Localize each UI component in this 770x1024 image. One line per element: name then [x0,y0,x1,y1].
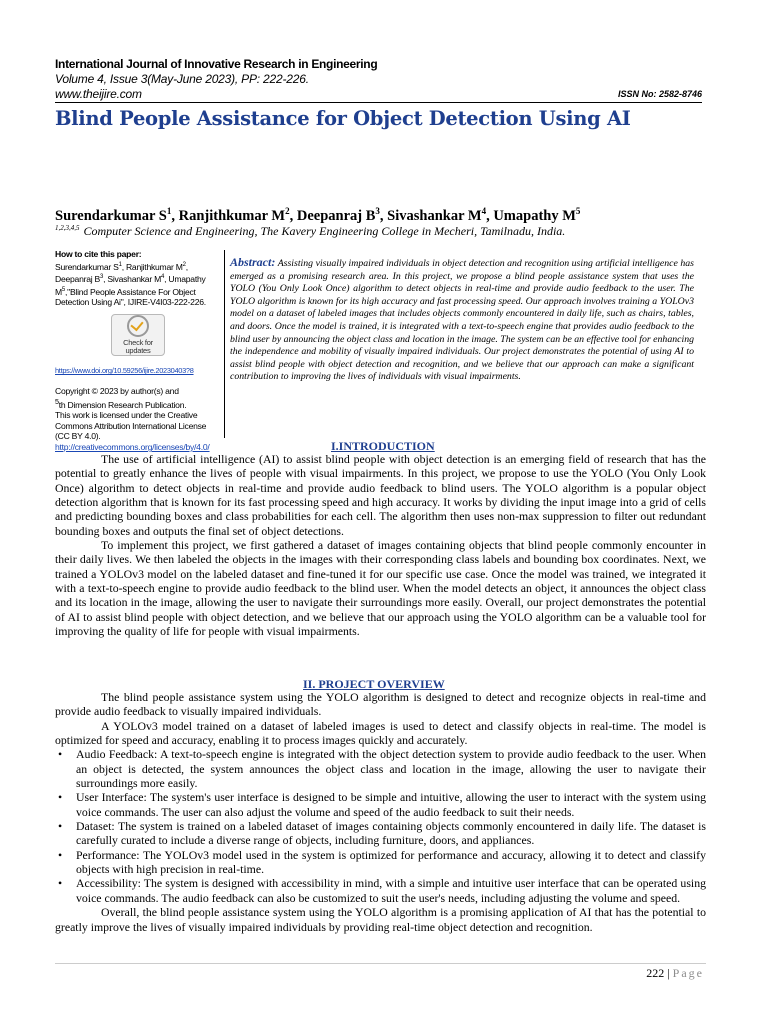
overview-paragraph-3: Overall, the blind people assistance system using the YOLO algorithm is a promising application of AI that has the potential to greatly improve the lives of visually impaired individuals by providing real-time object detection and recognition. [55,905,706,934]
author-list: Surendarkumar $S^1$, Ranjithkumar $M^2$, Deepanraj $B^3$, Sivashankar $M^4$, Umapathy $M^5$ [55,206,581,224]
doi-link[interactable]: https://www.doi.org/10.59256/ijire.20230403?8 [55,366,194,376]
author-name: Surendarkumar S [55,207,167,224]
intro-paragraph-2: To implement this project, we first gathered a dataset of images containing objects that blind people commonly encounter in their daily lives. We then labeled the objects in the images with their corresponding class labels and bounding box coordinates. Next, we trained a YOLOv3 model on the labeled dataset and fine-tuned it for our specific use case. Once the model was trained, we integrated it with a text-to-speech engine to provide audio feedback to the blind user. When the model detects an object, it announces the object class and its location in the image, allowing the user to navigate their surroundings more easily. Overall, our project demonstrates the potential of AI to assist blind people with object detection, and we believe that our approach using the YOLO algorithm can be a valuable tool for improving the quality of life for people with visual impairments. [55,538,706,639]
paper-title: Blind People Assistance for Object Detection Using AI [55,107,631,130]
license-url-link[interactable]: http://creativecommons.org/licenses/by/4.0/ [55,442,210,453]
list-item: • Audio Feedback: A text-to-speech engine is integrated with the object detection system to provide audio feedback to the user. When an object is detected, the system announces the object class and location in the image, allowing the user to navigate their surroundings more easily. [55,747,706,790]
publisher-line: $^5$th Dimension Research Publication. [55,397,187,410]
overview-paragraph-1: The blind people assistance system using the YOLO algorithm is designed to detect and recognize objects in real-time and provide audio feedback to visually impaired individuals. [55,690,706,719]
intro-heading: I.INTRODUCTION [331,439,435,453]
overview-heading: II. PROJECT OVERVIEW [303,677,445,691]
column-divider [224,250,225,438]
affiliation-text: Computer Science and Engineering, The Kavery Engineering College in Mecheri, Tamilnadu, India. [83,224,566,238]
list-item: • Performance: The YOLOv3 model used in the system is optimized for performance and accuracy, allowing it to detect and classify objects with high precision in real-time. [55,848,706,877]
abstract-label: Abstract: [230,255,276,269]
cite-heading: How to cite this paper: [55,249,142,259]
header-divider [55,102,702,103]
author-sup: 2 [285,206,290,216]
overview-bullet-list [55,747,706,905]
overview-section [55,690,706,934]
cite-body: Surendarkumar $S^1$, Ranjithkumar $M^2$, Deepanraj $B^3$, Sivashankar $M^4$, Umapathy $M^5,"Blind$ People Assistance For Object Detection Using Ai", IJIRE-V4I03-222-226. [55,261,206,308]
author-sup: 5 [575,206,581,216]
affiliation [55,224,565,239]
page-number: 222 [646,966,665,980]
check-updates-icon [127,315,149,337]
intro-section [55,452,706,638]
intro-paragraph-1: The use of artificial intelligence (AI) to assist blind people with object detection is an emerging field of research that has the potential to greatly enhance the lives of people with visual impairments. In this project, we propose to use the YOLO (You Only Look Once) algorithm to detect objects in real-time and provide audio feedback to blind users. The YOLO algorithm is a popular object detection algorithm that is known for its fast processing speed and high accuracy. It works by dividing the input image into a grid of cells and predicting bounding boxes and class probabilities for each cell. The algorithm then uses non-max suppression to filter out redundant bounding boxes and outputs the final set of object detections. [55,452,706,538]
list-item: • Accessibility: The system is designed with accessibility in mind, with a simple and intuitive user interface that can be operated using voice commands. The audio feedback can also be customized to suit the user's needs, including adjusting the volume and speed. [55,876,706,905]
abstract [230,256,694,384]
journal-website[interactable]: www.theijire.com [55,87,142,101]
copyright-line: Copyright © 2023 by author(s) and [55,385,179,396]
overview-paragraph-2: A YOLOv3 model trained on a dataset of labeled images is used to detect and classify objects in real-time. The model is optimized for speed and accuracy, enabling it to process images quickly and accurately. [55,718,706,748]
author-sup: 1 [166,206,172,216]
author-name: Deepanraj B [296,207,376,224]
issn-number: ISSN No: 2582-8746 [617,89,702,99]
author-sup: 3 [375,206,380,216]
author-name: Ranjithkumar M [178,207,286,224]
badge-line1: Check for [123,338,153,348]
journal-volume: Volume 4, Issue 3(May-June 2023), PP: 222-226. [55,72,309,86]
affiliation-sup: 1,2,3,4,5 [55,224,80,232]
license-block [55,386,222,453]
page-word: Page [672,966,704,980]
badge-line2: updates [125,346,151,356]
author-sup: 4 [481,206,487,216]
author-name: Umapathy M [493,207,576,224]
journal-name: International Journal of Innovative Research in Engineering [55,57,378,71]
author-name: Sivashankar M [387,207,482,224]
list-item: • User Interface: The system's user interface is designed to be simple and intuitive, allowing the user to interact with the system using voice commands. The user can also adjust the volume and speed of the audio feedback to suit their needs. [55,790,706,819]
footer-separator: | [667,966,670,980]
license-text: This work is licensed under the Creative Commons Attribution International License (CC BY 4.0). [55,410,207,442]
citation-panel [55,249,222,453]
list-item: • Dataset: The system is trained on a labeled dataset of images containing objects commonly encountered in daily life. The dataset is carefully curated to include a diverse range of objects, including furniture, doors, and appliances. [55,819,706,848]
abstract-text: Assisting visually impaired individuals in object detection and recognition using artificial intelligence has emerged as a promising research area. In this project, we propose a blind people assistance system that uses the YOLO (You Only Look Once) algorithm to detect objects in real-time and provide audio feedback to the user. The YOLO algorithm is known for its high accuracy and fast processing speed. Our approach involves training a YOLOv3 model on a dataset of labeled images that includes objects commonly encountered in daily life, such as chairs, tables, and doors. Once the model is trained, it is integrated with a text-to-speech engine that provides audio feedback to the blind user by announcing the object class and location in the image. The system can be an effective tool for enhancing the independence and mobility of visually impaired individuals. Our project demonstrates the potential of using AI to assist blind people with object detection and recognition, and we believe that our approach can make a significant contribution to improving the lives of individuals with visual impairments. [230,258,694,383]
footer-divider [55,963,706,964]
page-footer [646,966,704,981]
check-for-updates-badge[interactable] [111,314,165,356]
